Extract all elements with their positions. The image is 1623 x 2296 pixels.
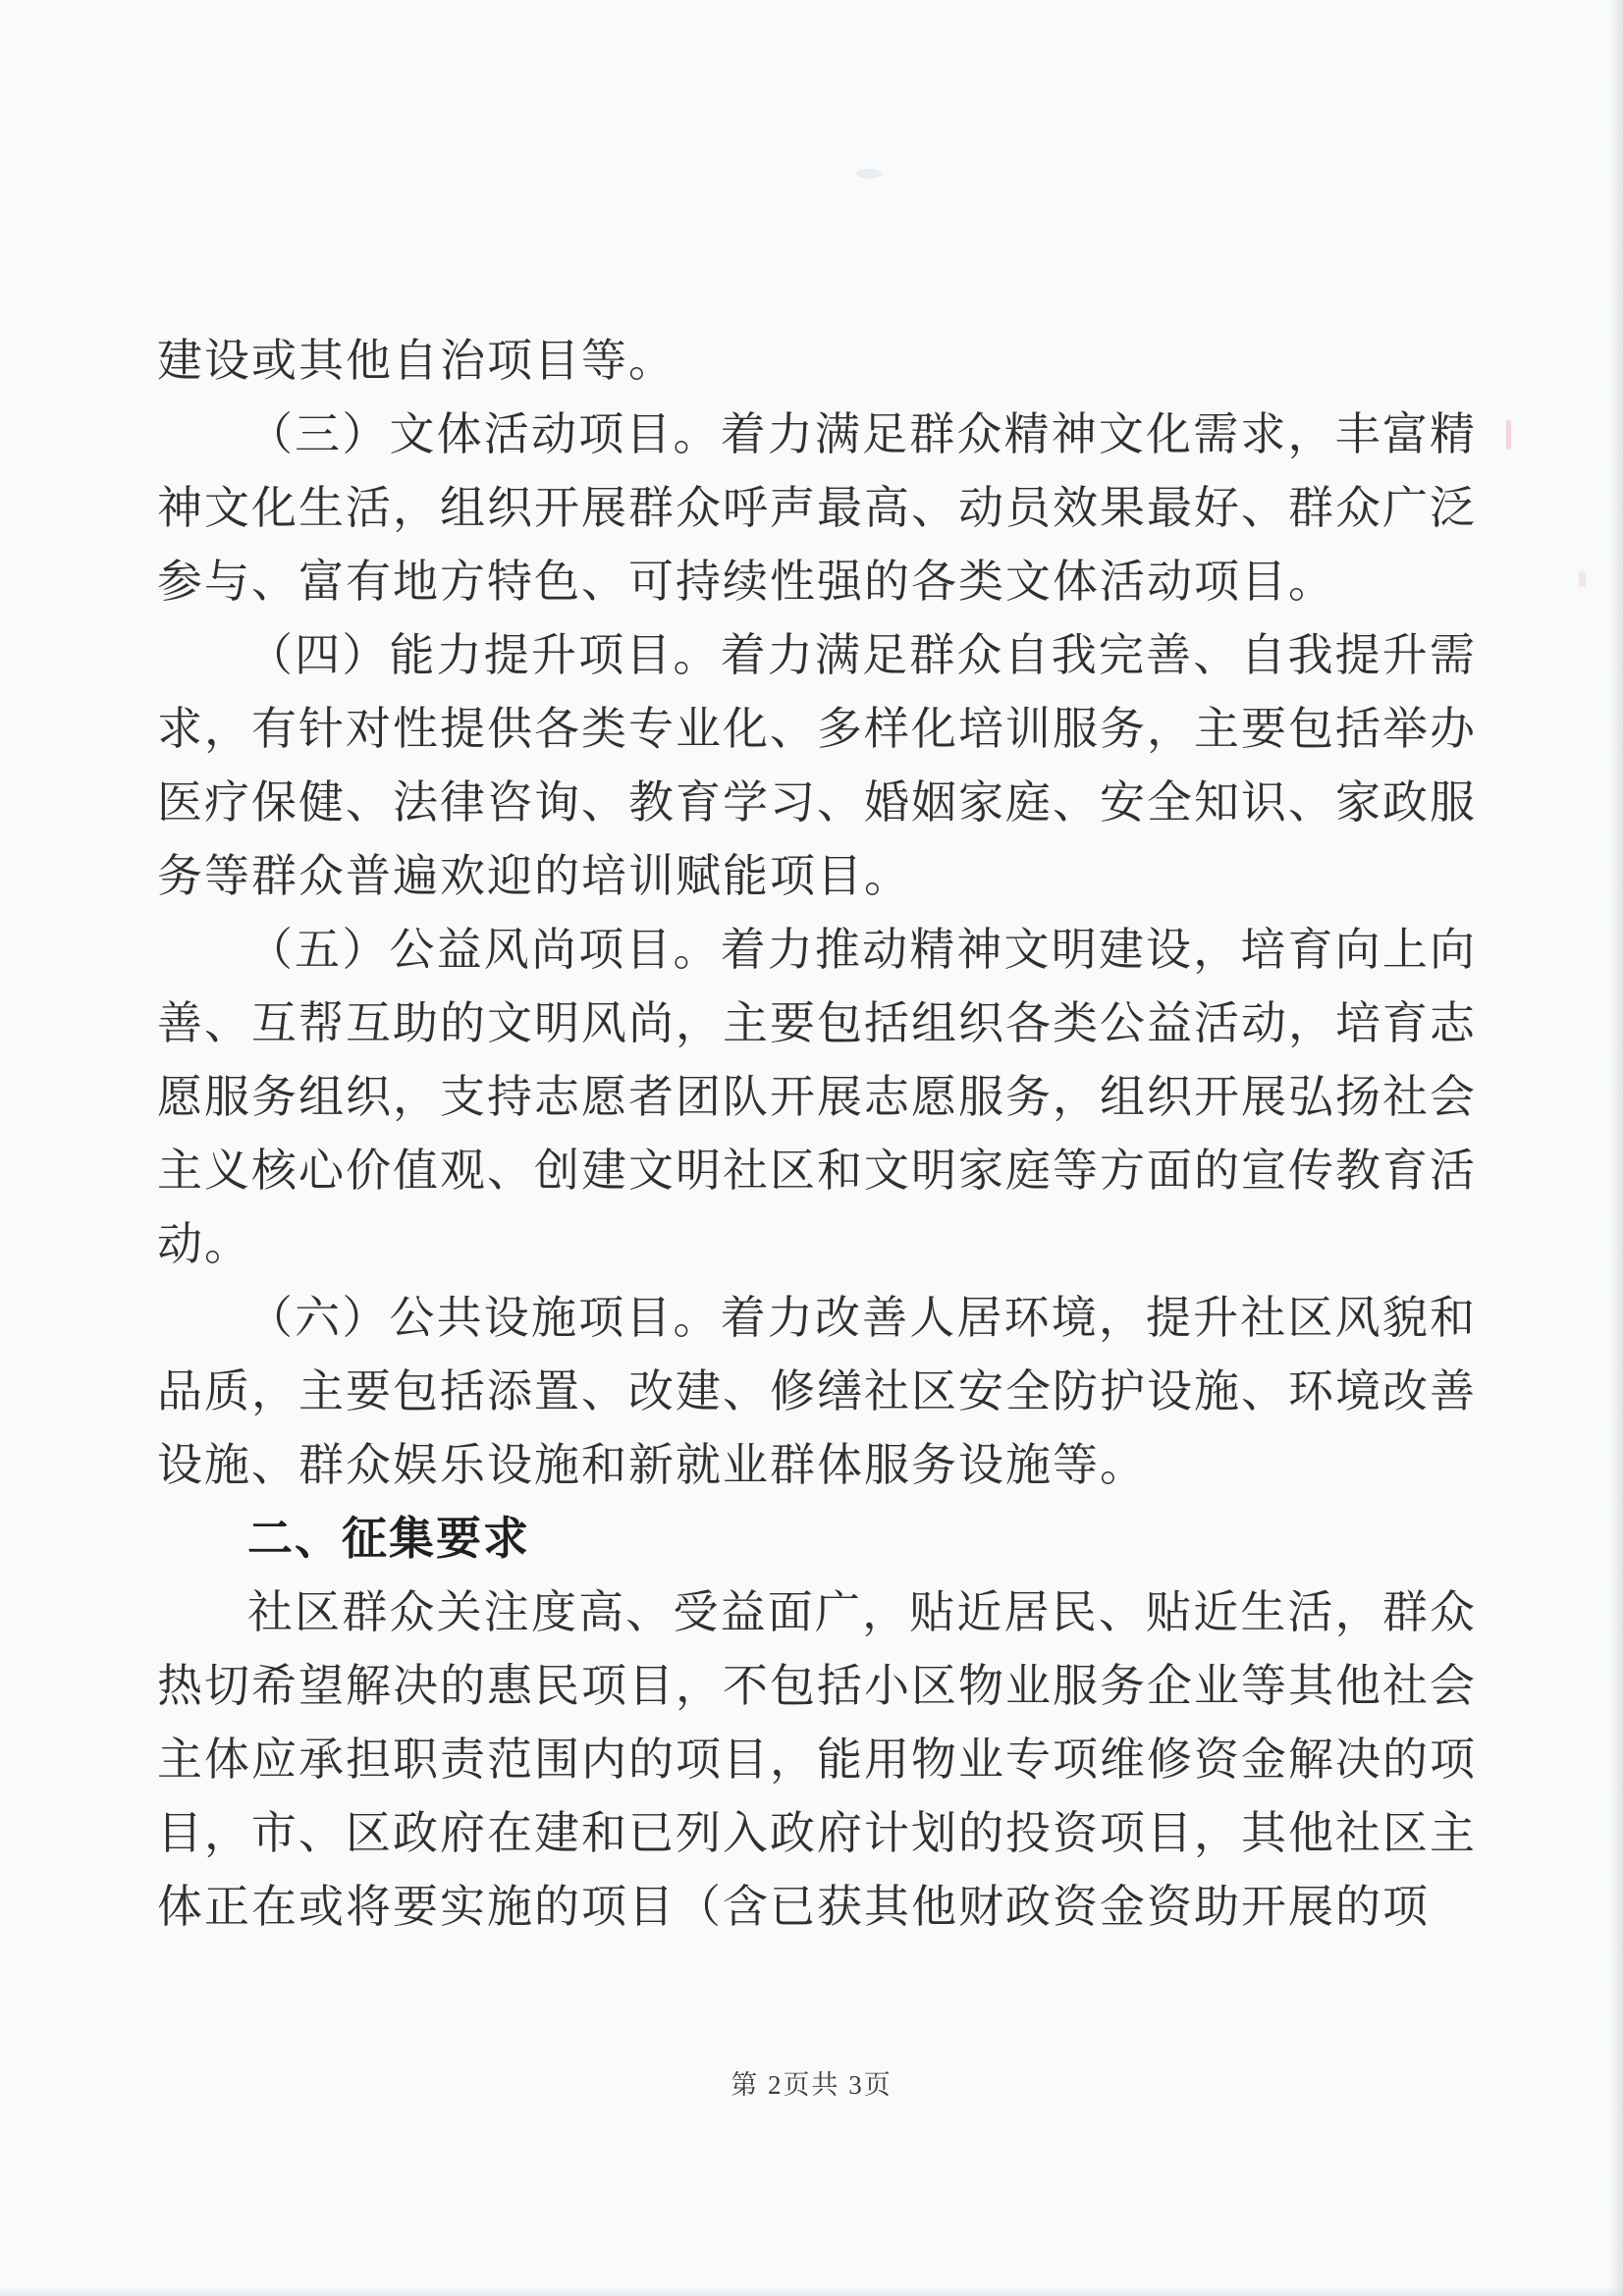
scan-artifact [1506, 420, 1511, 450]
paragraph: （六）公共设施项目。着力改善人居环境，提升社区风貌和品质，主要包括添置、改建、修缮社区安全防护设施、环境改善设施、群众娱乐设施和新就业群体服务设施等。 [157, 1293, 1477, 1490]
paragraph: （三）文体活动项目。着力满足群众精神文化需求，丰富精神文化生活，组织开展群众呼声最高、动员效果最好、群众广泛参与、富有地方特色、可持续性强的各类文体活动项目。 [157, 409, 1477, 607]
scan-artifact [1579, 571, 1586, 587]
paragraph: 社区群众关注度高、受益面广，贴近居民、贴近生活，群众热切希望解决的惠民项目，不包括小区物业服务企业等其他社会主体应承担职责范围内的项目，能用物业专项维修资金解决的项目，市、区政府在建和已列入政府计划的投资项目，其他社区主体正在或将要实施的项目（含已获其他财政资金资助开展的项 [157, 1587, 1477, 1932]
paragraph: （五）公益风尚项目。着力推动精神文明建设，培育向上向善、互帮互助的文明风尚，主要包括组织各类公益活动，培育志愿服务组织，支持志愿者团队开展志愿服务，组织开展弘扬社会主义核心价值观、创建文明社区和文明家庭等方面的宣传教育活动。 [157, 925, 1477, 1269]
scan-artifact [856, 169, 882, 179]
scan-edge [1609, 0, 1623, 2296]
paragraph: （四）能力提升项目。着力满足群众自我完善、自我提升需求，有针对性提供各类专业化、多样化培训服务，主要包括举办医疗保健、法律咨询、教育学习、婚姻家庭、安全知识、家政服务等群众普遍欢迎的培训赋能项目。 [157, 630, 1477, 901]
paragraph: 建设或其他自治项目等。 [157, 336, 676, 386]
page-number-footer: 第 2页共 3页 [730, 2070, 893, 2100]
document-body [157, 324, 1477, 1944]
section-heading: 二、征集要求 [247, 1513, 530, 1564]
scan-edge [0, 2286, 1623, 2296]
